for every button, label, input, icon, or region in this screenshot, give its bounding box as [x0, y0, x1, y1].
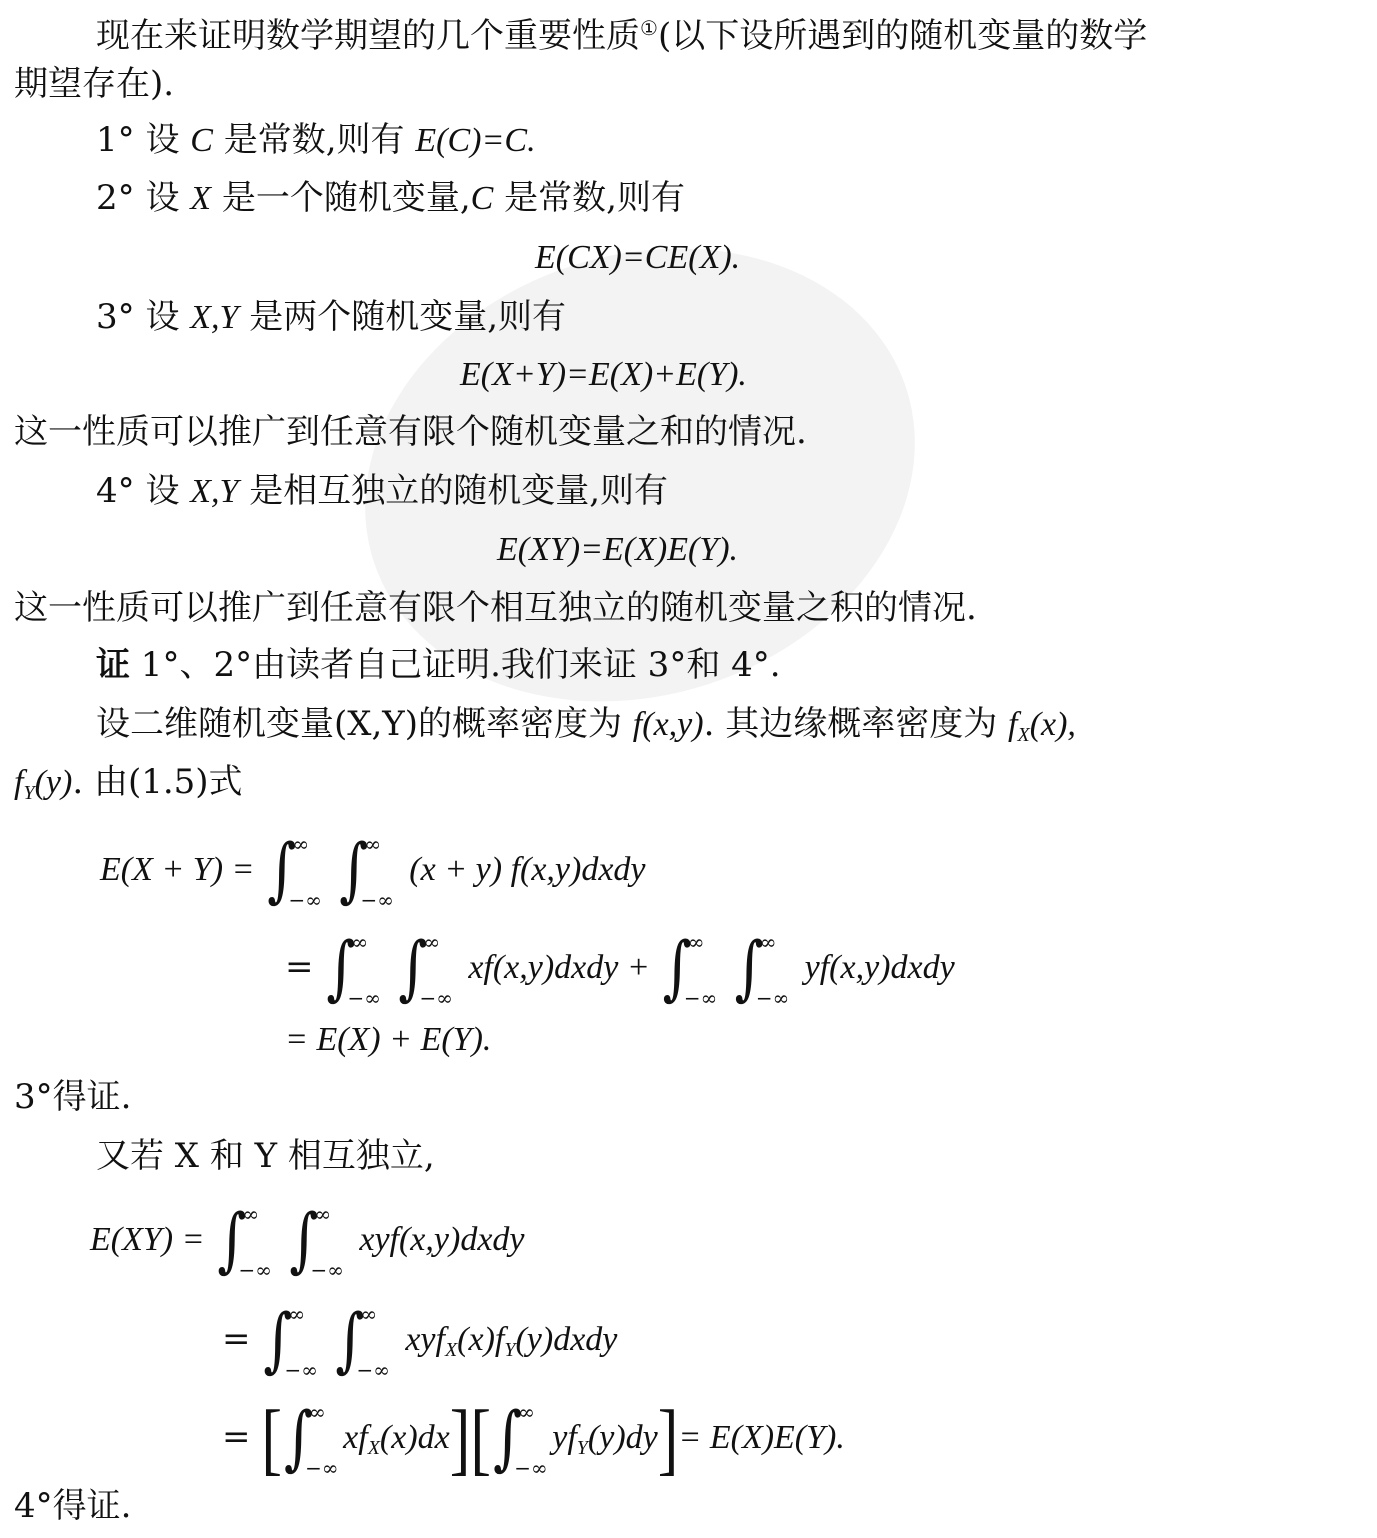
p1-mid: 是常数,则有 — [212, 120, 416, 160]
p3-tail: 是两个随机变量,则有 — [238, 297, 567, 337]
right-bracket: ] — [657, 1394, 679, 1484]
intro-cont-text: 期望存在). — [14, 64, 175, 104]
independence-line: 又若 X 和 Y 相互独立, — [96, 1136, 435, 1176]
upper-limit: ∞ — [360, 1302, 378, 1326]
upper-limit: ∞ — [288, 1302, 306, 1326]
upper-limit: ∞ — [242, 1202, 260, 1226]
equation-6 — [222, 1394, 845, 1484]
property-3-extension: 这一性质可以推广到任意有限个随机变量之和的情况. — [14, 412, 807, 452]
equation-3: = E(X) + E(Y). — [285, 1021, 492, 1058]
upper-limit: ∞ — [687, 930, 705, 954]
eq6-b2r: (y)dy — [587, 1419, 658, 1456]
property-4-extension: 这一性质可以推广到任意有限个相互独立的随机变量之积的情况. — [14, 588, 977, 628]
upper-limit: ∞ — [351, 930, 369, 954]
density-b: . 其边缘概率密度为 — [703, 704, 1009, 744]
lower-limit: −∞ — [514, 1456, 548, 1480]
equation-1 — [100, 829, 646, 912]
integral-sign: ∫ — [217, 1199, 247, 1281]
proof-text: 1°、2°由读者自己证明.我们来证 3°和 4°. — [130, 645, 781, 685]
upper-limit: ∞ — [518, 1400, 535, 1424]
p2-var-x: X — [190, 180, 212, 217]
density-sentence-cont — [14, 762, 243, 813]
property-2 — [96, 178, 685, 219]
upper-limit: ∞ — [759, 930, 777, 954]
density-fy-arg: (y) — [34, 764, 73, 801]
integral-limits — [310, 1202, 349, 1282]
eq5-rest1: (x)f — [457, 1321, 505, 1358]
p2-lead: 2° 设 — [96, 178, 191, 218]
p1-var: C — [190, 122, 213, 159]
footnote-mark: ① — [640, 16, 658, 40]
density-fx-arg: (x), — [1029, 706, 1076, 743]
p1-lead: 1° 设 — [96, 120, 191, 160]
proved-4: 4°得证. — [14, 1486, 132, 1526]
p3-lead: 3° 设 — [96, 297, 191, 337]
eq5-equals: = — [222, 1319, 251, 1359]
integral-limits — [360, 832, 398, 912]
eq6-equals: = — [222, 1417, 251, 1457]
paragraph-intro-cont — [14, 64, 174, 104]
integral-limits — [755, 930, 794, 1010]
lower-limit: −∞ — [310, 1258, 344, 1282]
integral-sign: ∫ — [493, 1397, 523, 1479]
sub-x: X — [444, 1339, 458, 1361]
intro-text: 现在来证明数学期望的几个重要性质 — [96, 16, 640, 56]
equation-4 — [90, 1199, 525, 1282]
paragraph-intro — [96, 8, 1147, 56]
formula-3: E(X+Y)=E(X)+E(Y). — [460, 356, 747, 393]
p3-vars: X,Y — [190, 299, 239, 336]
density-fx-sub: X — [1017, 724, 1030, 746]
p4-vars: X,Y — [190, 473, 239, 510]
eq4-body: xyf(x,y)dxdy — [359, 1221, 525, 1258]
integral-limits — [288, 832, 326, 912]
eq6-b2: yf — [552, 1419, 577, 1456]
p4-lead: 4° 设 — [96, 471, 191, 511]
lower-limit: −∞ — [305, 1456, 339, 1480]
eq6-b1r: (x)dx — [379, 1419, 450, 1456]
integral-sign: ∫ — [263, 1299, 293, 1381]
eq1-body: (x + y) f(x,y)dxdy — [409, 851, 646, 888]
integral-limits — [514, 1400, 552, 1480]
proof-intro — [96, 645, 781, 685]
integral-sign: ∫ — [734, 927, 764, 1009]
formula-4: E(XY)=E(X)E(Y). — [497, 531, 739, 568]
eq5-rest2: (y)dxdy — [515, 1321, 618, 1358]
integral-limits — [419, 930, 458, 1010]
density-sentence — [96, 704, 1076, 755]
integral-limits — [238, 1202, 277, 1282]
eq2-body2: yf(x,y)dxdy — [804, 949, 955, 986]
integral-limits — [305, 1400, 343, 1480]
eq4-lhs: E(XY) = — [90, 1221, 205, 1258]
eq2-equals: = — [285, 947, 314, 987]
lower-limit: −∞ — [288, 888, 322, 912]
formula-2: E(CX)=CE(X). — [535, 239, 741, 276]
eq6-b1: xf — [343, 1419, 368, 1456]
p1-formula: E(C)=C. — [415, 122, 536, 159]
proved-3: 3°得证. — [14, 1077, 132, 1117]
sub-y: Y — [504, 1339, 516, 1361]
density-f: f(x,y) — [632, 706, 704, 743]
integral-limits — [347, 930, 386, 1010]
integral-sign: ∫ — [335, 1299, 365, 1381]
sub-y: Y — [576, 1437, 588, 1459]
eq6-rhs: = E(X)E(Y). — [678, 1419, 845, 1456]
integral-sign: ∫ — [398, 927, 428, 1009]
lower-limit: −∞ — [347, 986, 381, 1010]
integral-sign: ∫ — [283, 1397, 314, 1479]
upper-limit: ∞ — [423, 930, 441, 954]
integral-sign: ∫ — [662, 927, 692, 1009]
integral-sign: ∫ — [326, 927, 356, 1009]
eq1-lhs: E(X + Y) = — [100, 851, 255, 888]
p2-mid: 是一个随机变量, — [211, 178, 471, 218]
upper-limit: ∞ — [292, 832, 310, 856]
proof-label: 证 — [96, 645, 130, 685]
right-bracket: ] — [449, 1394, 471, 1484]
integral-limits — [356, 1302, 395, 1382]
lower-limit: −∞ — [360, 888, 394, 912]
p4-tail: 是相互独立的随机变量,则有 — [238, 471, 669, 511]
integral-sign: ∫ — [289, 1199, 319, 1281]
integral-limits — [683, 930, 722, 1010]
lower-limit: −∞ — [356, 1358, 390, 1382]
density-fy: f — [14, 764, 24, 801]
density-c: . 由(1.5)式 — [72, 762, 243, 802]
sub-x: X — [367, 1437, 380, 1459]
upper-limit: ∞ — [314, 1202, 332, 1226]
eq5-body: xyf — [405, 1321, 445, 1358]
property-3 — [96, 297, 566, 338]
property-1 — [96, 120, 536, 161]
p2-tail: 是常数,则有 — [493, 178, 685, 218]
property-4 — [96, 471, 668, 512]
lower-limit: −∞ — [238, 1258, 272, 1282]
integral-limits — [284, 1302, 323, 1382]
density-fx: f — [1008, 706, 1018, 743]
lower-limit: −∞ — [755, 986, 790, 1010]
lower-limit: −∞ — [419, 986, 453, 1010]
p2-var-c: C — [470, 180, 494, 217]
intro-text-tail: (以下设所遇到的随机变量的数学 — [657, 16, 1148, 56]
integral-sign: ∫ — [339, 829, 369, 911]
equation-2 — [285, 927, 955, 1010]
lower-limit: −∞ — [284, 1358, 318, 1382]
density-a: 设二维随机变量(X,Y)的概率密度为 — [96, 704, 633, 744]
integral-sign: ∫ — [267, 829, 297, 911]
left-bracket: [ — [261, 1394, 282, 1484]
upper-limit: ∞ — [364, 832, 382, 856]
upper-limit: ∞ — [309, 1400, 326, 1424]
lower-limit: −∞ — [683, 986, 718, 1010]
density-fy-sub: Y — [23, 782, 35, 804]
equation-5 — [222, 1299, 618, 1382]
left-bracket: [ — [470, 1394, 492, 1484]
eq2-body1: xf(x,y)dxdy + — [468, 949, 650, 986]
